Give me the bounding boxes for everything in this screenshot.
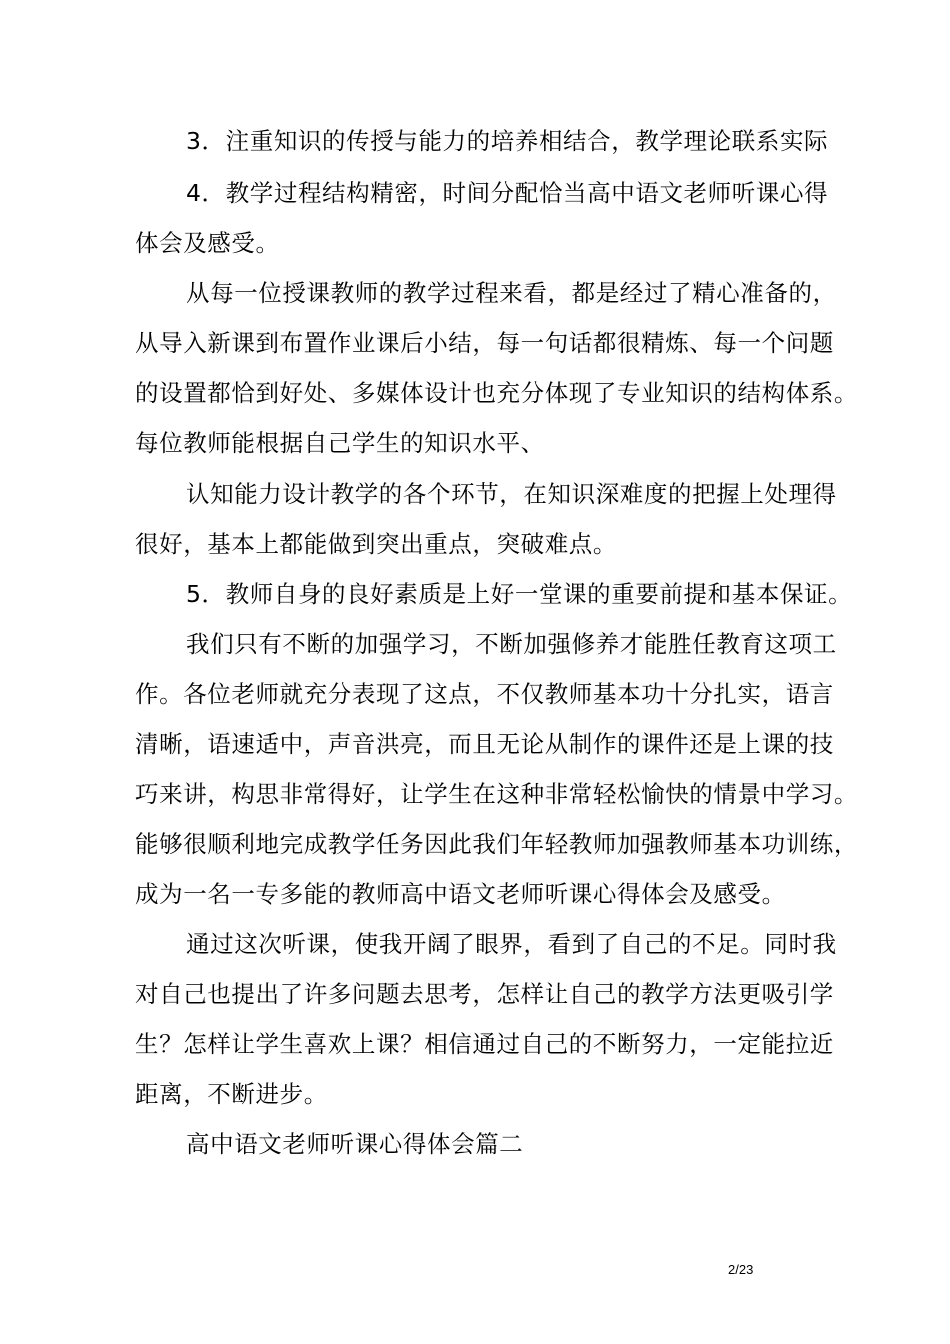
text-line: 从导入新课到布置作业课后小结，每一句话都很精炼、每一个问题: [135, 329, 834, 357]
text-line: 认知能力设计教学的各个环节，在知识深难度的把握上处理得: [186, 480, 837, 508]
text-line: 对自己也提出了许多问题去思考，怎样让自己的教学方法更吸引学: [135, 980, 834, 1008]
text-line: 我们只有不断的加强学习，不断加强修养才能胜任教育这项工: [186, 630, 837, 658]
text-line: 4．教学过程结构精密，时间分配恰当高中语文老师听课心得: [186, 179, 829, 207]
text-line: 成为一名一专多能的教师高中语文老师听课心得体会及感受。: [135, 880, 786, 908]
text-line: 通过这次听课，使我开阔了眼界，看到了自己的不足。同时我: [186, 930, 837, 958]
text-line: 距离，不断进步。: [135, 1080, 328, 1108]
text-line: 体会及感受。: [135, 229, 280, 257]
text-line: 作。各位老师就充分表现了这点，不仅教师基本功十分扎实，语言: [135, 680, 834, 708]
text-line: 5．教师自身的良好素质是上好一堂课的重要前提和基本保证。: [186, 580, 853, 608]
section-heading: 高中语文老师听课心得体会篇二: [186, 1130, 524, 1158]
text-line: 清晰，语速适中，声音洪亮，而且无论从制作的课件还是上课的技: [135, 730, 834, 758]
text-line: 每位教师能根据自己学生的知识水平、: [135, 429, 545, 457]
text-line: 巧来讲，构思非常得好，让学生在这种非常轻松愉快的情景中学习。: [135, 780, 858, 808]
text-line: 很好，基本上都能做到突出重点，突破难点。: [135, 530, 617, 558]
text-line: 3．注重知识的传授与能力的培养相结合，教学理论联系实际: [186, 127, 829, 155]
text-line: 能够很顺利地完成教学任务因此我们年轻教师加强教师基本功训练，: [135, 830, 858, 858]
text-line: 生？怎样让学生喜欢上课？相信通过自己的不断努力，一定能拉近: [135, 1030, 834, 1058]
text-line: 的设置都恰到好处、多媒体设计也充分体现了专业知识的结构体系。: [135, 379, 858, 407]
page-number: 2/23: [728, 1262, 754, 1277]
text-line: 从每一位授课教师的教学过程来看，都是经过了精心准备的，: [186, 279, 837, 307]
